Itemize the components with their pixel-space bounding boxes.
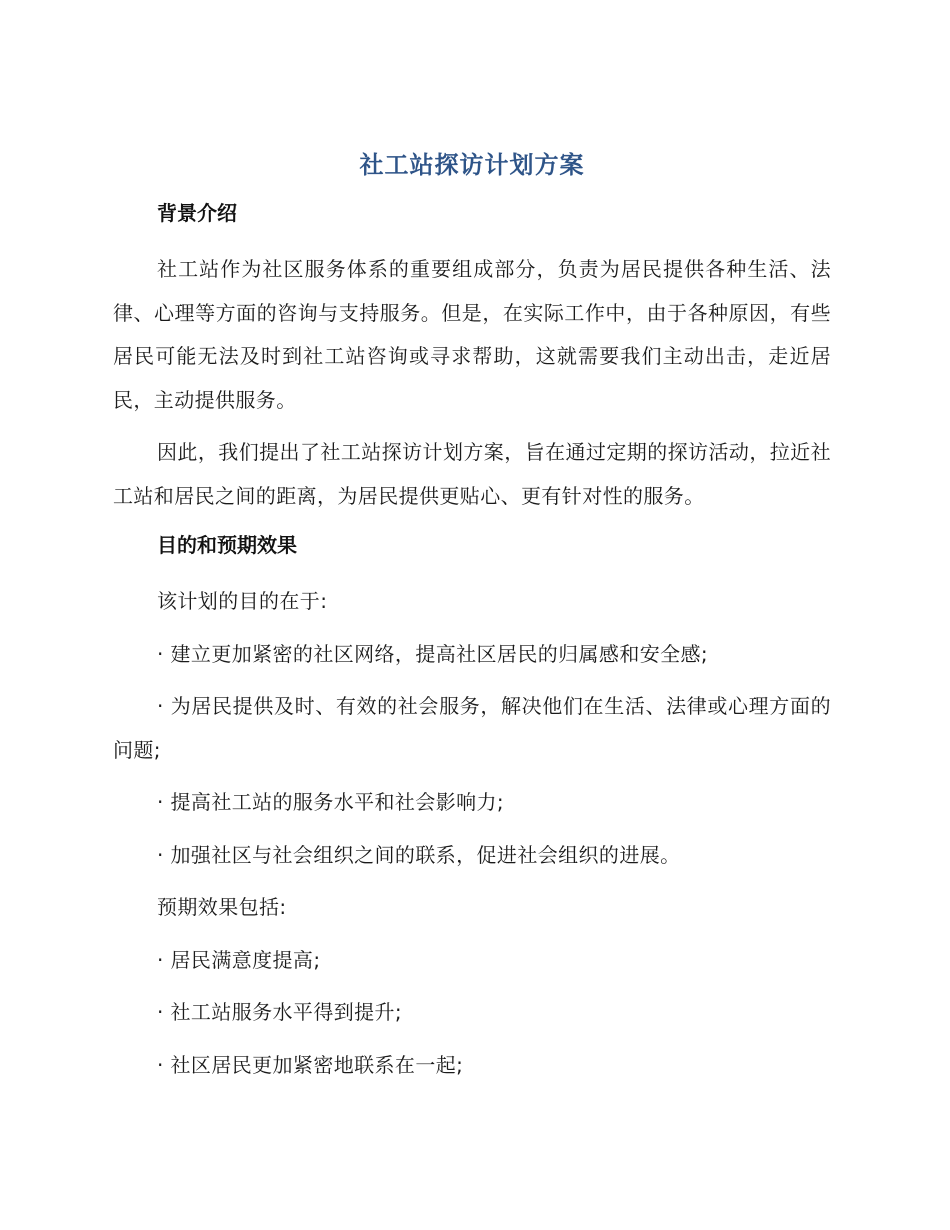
goal-item: · 加强社区与社会组织之间的联系，促进社会组织的进展。 [157, 842, 681, 867]
document-page [113, 148, 831, 1096]
document-title: 社工站探访计划方案 [359, 151, 585, 179]
background-paragraph-2: 因此，我们提出了社工站探访计划方案，旨在通过定期的探访活动，拉近社工站和居民之间的距离，为居民提供更贴心、更有针对性的服务。 [113, 440, 831, 508]
effects-intro: 预期效果包括: [157, 895, 287, 919]
goals-intro: 该计划的目的在于: [157, 589, 328, 613]
effect-item: · 社工站服务水平得到提升; [157, 1000, 403, 1024]
background-paragraph-1: 社工站作为社区服务体系的重要组成部分，负责为居民提供各种生活、法律、心理等方面的咨询与支持服务。但是，在实际工作中，由于各种原因，有些居民可能无法及时到社工站咨询或寻求帮助，这就需要我们主动出击，走近居民，主动提供服务。 [113, 257, 831, 412]
section-heading-goals: 目的和预期效果 [157, 533, 297, 557]
goal-item: · 为居民提供及时、有效的社会服务，解决他们在生活、法律或心理方面的问题; [113, 694, 831, 762]
section-heading-background: 背景介绍 [157, 201, 237, 225]
goal-item: · 提高社工站的服务水平和社会影响力; [157, 790, 505, 814]
goal-item: · 建立更加紧密的社区网络，提高社区居民的归属感和安全感; [157, 641, 709, 666]
effect-item: · 居民满意度提高; [157, 947, 321, 972]
effect-item: · 社区居民更加紧密地联系在一起; [157, 1052, 464, 1077]
